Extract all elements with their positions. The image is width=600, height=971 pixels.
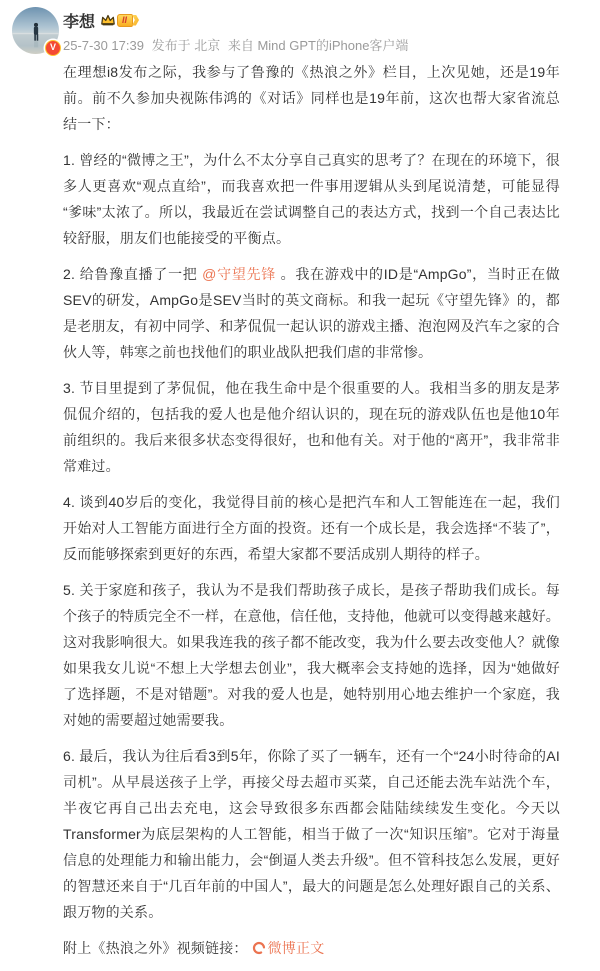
vip-badge[interactable]: [100, 13, 139, 27]
paragraph-footer: [63, 935, 560, 961]
author-name[interactable]: 李想: [63, 13, 96, 31]
weibo-link-icon: [252, 941, 266, 955]
verified-icon: V: [45, 40, 61, 56]
weibo-article-link[interactable]: 微博正文: [267, 940, 325, 956]
paragraph-point2: [63, 261, 560, 365]
paragraph-point1: 1. 曾经的“微博之王”，为什么不太分享自己真实的思考了？在现在的环境下，很多人更喜欢“观点直给”，而我喜欢把一件事用逻辑从头到尾说清楚，可能显得“爹味”太浓了。所以，我最近在尝试调整自己的表达方式，找到一个自己表达比较舒服，朋友们也能接受的平衡点。: [63, 152, 560, 246]
point2-text-rest: 。我在游戏中的ID是“AmpGo”，当时正在做SEV的研发，AmpGo是SEV当时的英文商标。和我一起玩《守望先锋》的，都是老朋友，有初中同学、和茅侃侃一起认识的游戏主播、泡泡网及汽车之家的合伙人等，韩寒之前也找他们的职业战队把我们虐的非常惨。: [63, 266, 561, 360]
vip-badge-tail-icon: [132, 15, 139, 26]
post-meta: [63, 35, 563, 54]
post-content: [63, 59, 560, 971]
paragraph-point3: 3. 节目里提到了茅侃侃，他在我生命中是个很重要的人。我相当多的朋友是茅侃侃介绍的，包括我的爱人也是他介绍认识的，现在玩的游戏队伍也是他10年前组织的。我后来很多状态变得很好，也和他有关。对于他的“离开”，我非常非常难过。: [63, 380, 560, 474]
mention-overwatch-link[interactable]: @守望先锋: [202, 266, 277, 282]
paragraph-point4: 4. 谈到40岁后的变化，我觉得目前的核心是把汽车和人工智能连在一起，我们开始对人工智能方面进行全方面的投资。还有一个成长是，我会选择“不装了”，反而能够探索到更好的东西，希望大家都不要活成别人期待的样子。: [63, 494, 560, 562]
post-source[interactable]: 来自 Mind GPT的iPhone客户端: [227, 38, 409, 53]
paragraph-intro: 在理想i8发布之际，我参与了鲁豫的《热浪之外》栏目，上次见她，还是19年前。前不久参加央视陈伟鸿的《对话》同样也是19年前，这次也帮大家省流总结一下：: [63, 64, 560, 132]
post-time: 25-7-30 17:39: [63, 38, 144, 53]
crown-icon: [100, 13, 116, 27]
paragraph-point6: 6. 最后，我认为往后看3到5年，你除了买了一辆车，还有一个“24小时待命的AI司机”。从早晨送孩子上学，再接父母去超市买菜，自己还能去洗车站洗个车，半夜它再自己出去充电，这会导致很多东西都会陆陆续续发生变化。今天以Transformer为底层架构的人工智能，相当于做了一次“知识压缩”。它对于海量信息的处理能力和输出能力，会“倒逼人类去升级”。但不管科技怎么发展，更好的智慧还来自于“几百年前的中国人”，最大的问题是怎么处理好跟自己的关系、跟万物的关系。: [63, 748, 560, 920]
header-text: [63, 7, 563, 54]
avatar[interactable]: [12, 7, 59, 54]
vip-level-badge: II: [117, 14, 133, 27]
point2-text-pre: 2. 给鲁豫直播了一把: [63, 266, 203, 282]
post-header: [12, 7, 563, 54]
author-name-row: [63, 9, 563, 31]
paragraph-point5: 5. 关于家庭和孩子，我认为不是我们帮助孩子成长，是孩子帮助我们成长。每个孩子的特质完全不一样，在意他，信任他，支持他，他就可以变得越来越好。这对我影响很大。如果我连我的孩子都不能改变，我为什么要去改变他人？就像如果我女儿说“不想上大学想去创业”，我大概率会支持她的选择，因为“她做好了选择题，不是对错题”。对我的爱人也是，她特别用心地去维护一个家庭，我对她的需要超过她需要我。: [63, 582, 560, 728]
post-location: 发布于 北京: [151, 38, 221, 53]
footer-text: 附上《热浪之外》视频链接：: [63, 940, 248, 956]
